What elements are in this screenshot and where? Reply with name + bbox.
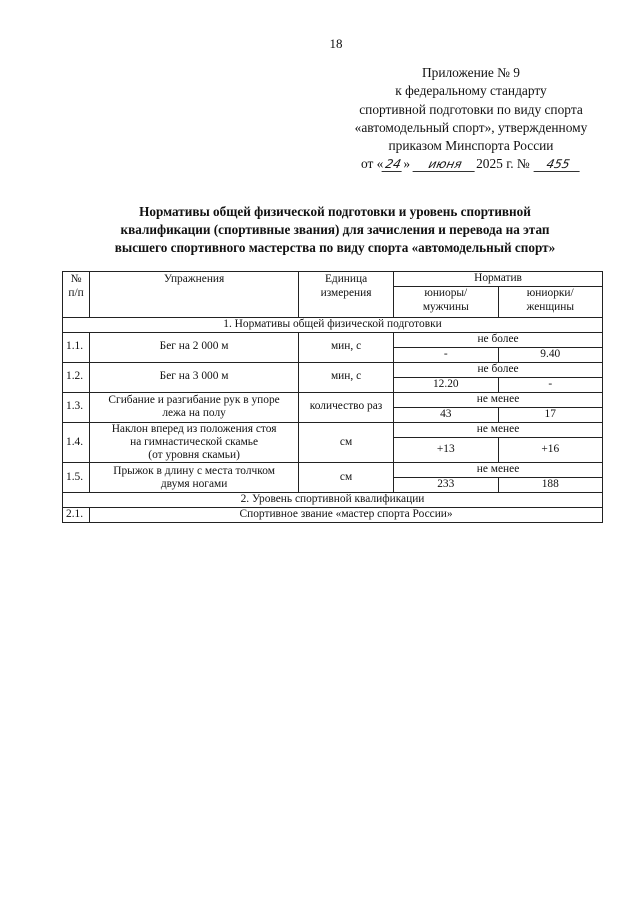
row-exercise: Бег на 3 000 м [90, 362, 299, 392]
row-value-female: +16 [498, 437, 603, 462]
section-title: 2. Уровень спортивной квалификации [63, 493, 603, 508]
row-exercise [90, 392, 299, 422]
row-value-male: 233 [394, 478, 498, 493]
row-condition: не менее [394, 392, 603, 407]
row-value-female: 17 [498, 407, 603, 422]
row-rank: Спортивное звание «мастер спорта России» [90, 507, 603, 522]
appendix-line: к федеральному стандарту [395, 83, 547, 99]
row-exercise: Бег на 2 000 м [90, 332, 299, 362]
row-number: 1.3. [63, 392, 90, 422]
date-prefix: от « [360, 156, 384, 172]
appendix-line: «автомодельный спорт», утвержденному [354, 119, 588, 135]
row-condition: не более [394, 362, 603, 377]
handwritten-day: 24 [382, 158, 405, 172]
row-unit: см [299, 463, 394, 493]
row-number: 1.2. [63, 362, 90, 392]
row-exercise-line: Сгибание и разгибание рук в упоре [108, 393, 280, 406]
row-number: 1.1. [63, 332, 90, 362]
row-number: 2.1. [63, 507, 90, 522]
header-number [63, 272, 90, 318]
section-row [63, 493, 603, 508]
row-exercise-line: лежа на полу [162, 407, 226, 420]
table-row [63, 422, 603, 437]
row-unit: см [299, 422, 394, 463]
header-juniors-female-line2: женщины [526, 300, 574, 313]
title-line: высшего спортивного мастерства по виду спорта «автомодельный спорт» [114, 239, 556, 255]
row-value-male: 43 [394, 407, 498, 422]
title-line: Нормативы общей физической подготовки и уровень спортивной [139, 204, 531, 219]
header-exercise-label: Упражнения [163, 273, 225, 285]
row-value-male: +13 [394, 437, 498, 462]
norms-table [62, 271, 603, 523]
appendix-line: спортивной подготовки по виду спорта [359, 101, 583, 117]
header-unit [299, 272, 394, 318]
header-juniors-male [394, 287, 498, 318]
header-juniors-male-line2: мужчины [422, 300, 469, 313]
row-number: 1.5. [63, 463, 90, 493]
row-condition: не менее [394, 463, 603, 478]
header-juniors-female-line1: юниорки/ [526, 287, 574, 299]
order-date-line [330, 155, 612, 173]
handwritten-order-number: 455 [534, 158, 583, 172]
appendix-header [330, 64, 612, 174]
table-row [63, 362, 603, 377]
table-row [63, 507, 603, 522]
row-exercise [90, 422, 299, 463]
row-exercise-line: Прыжок в длину с места толчком [113, 464, 275, 477]
row-condition: не более [394, 332, 603, 347]
document-title [60, 203, 610, 256]
title-line: квалификации (спортивные звания) для зачисления и перевода на этап [120, 221, 550, 237]
table-row [63, 463, 603, 478]
table-header-row [63, 272, 603, 287]
row-exercise [90, 463, 299, 493]
section-row [63, 318, 603, 333]
row-value-male: 12.20 [394, 377, 498, 392]
row-exercise-line: двумя ногами [160, 477, 228, 490]
header-number-line1: № [70, 273, 82, 285]
row-value-female: - [498, 377, 603, 392]
page-number: 18 [329, 36, 343, 51]
row-unit: мин, с [299, 362, 394, 392]
row-value-female: 188 [498, 478, 603, 493]
row-value-female: 9.40 [498, 347, 603, 362]
date-mid: » [403, 156, 411, 172]
header-exercise [90, 272, 299, 318]
row-condition: не менее [394, 422, 603, 437]
appendix-line: Приложение № 9 [421, 65, 521, 80]
header-unit-line1: Единица [324, 273, 368, 285]
row-unit: мин, с [299, 332, 394, 362]
header-number-line2: п/п [68, 286, 84, 299]
row-value-male: - [394, 347, 498, 362]
header-norm: Норматив [394, 272, 603, 287]
row-unit: количество раз [299, 392, 394, 422]
header-juniors-male-line1: юниоры/ [424, 287, 468, 299]
row-exercise-line: Наклон вперед из положения стоя [111, 422, 277, 435]
handwritten-month: июня [413, 158, 478, 172]
header-juniors-female [498, 287, 603, 318]
header-unit-line2: измерения [320, 286, 372, 299]
row-exercise-line: (от уровня скамьи) [148, 449, 240, 461]
table-row [63, 332, 603, 347]
year-text: 2025 г. № [476, 156, 530, 172]
row-number: 1.4. [63, 422, 90, 463]
row-exercise-line: на гимнастической скамье [130, 435, 259, 448]
section-title: 1. Нормативы общей физической подготовки [63, 318, 603, 333]
appendix-line: приказом Минспорта России [388, 138, 554, 154]
table-row [63, 392, 603, 407]
